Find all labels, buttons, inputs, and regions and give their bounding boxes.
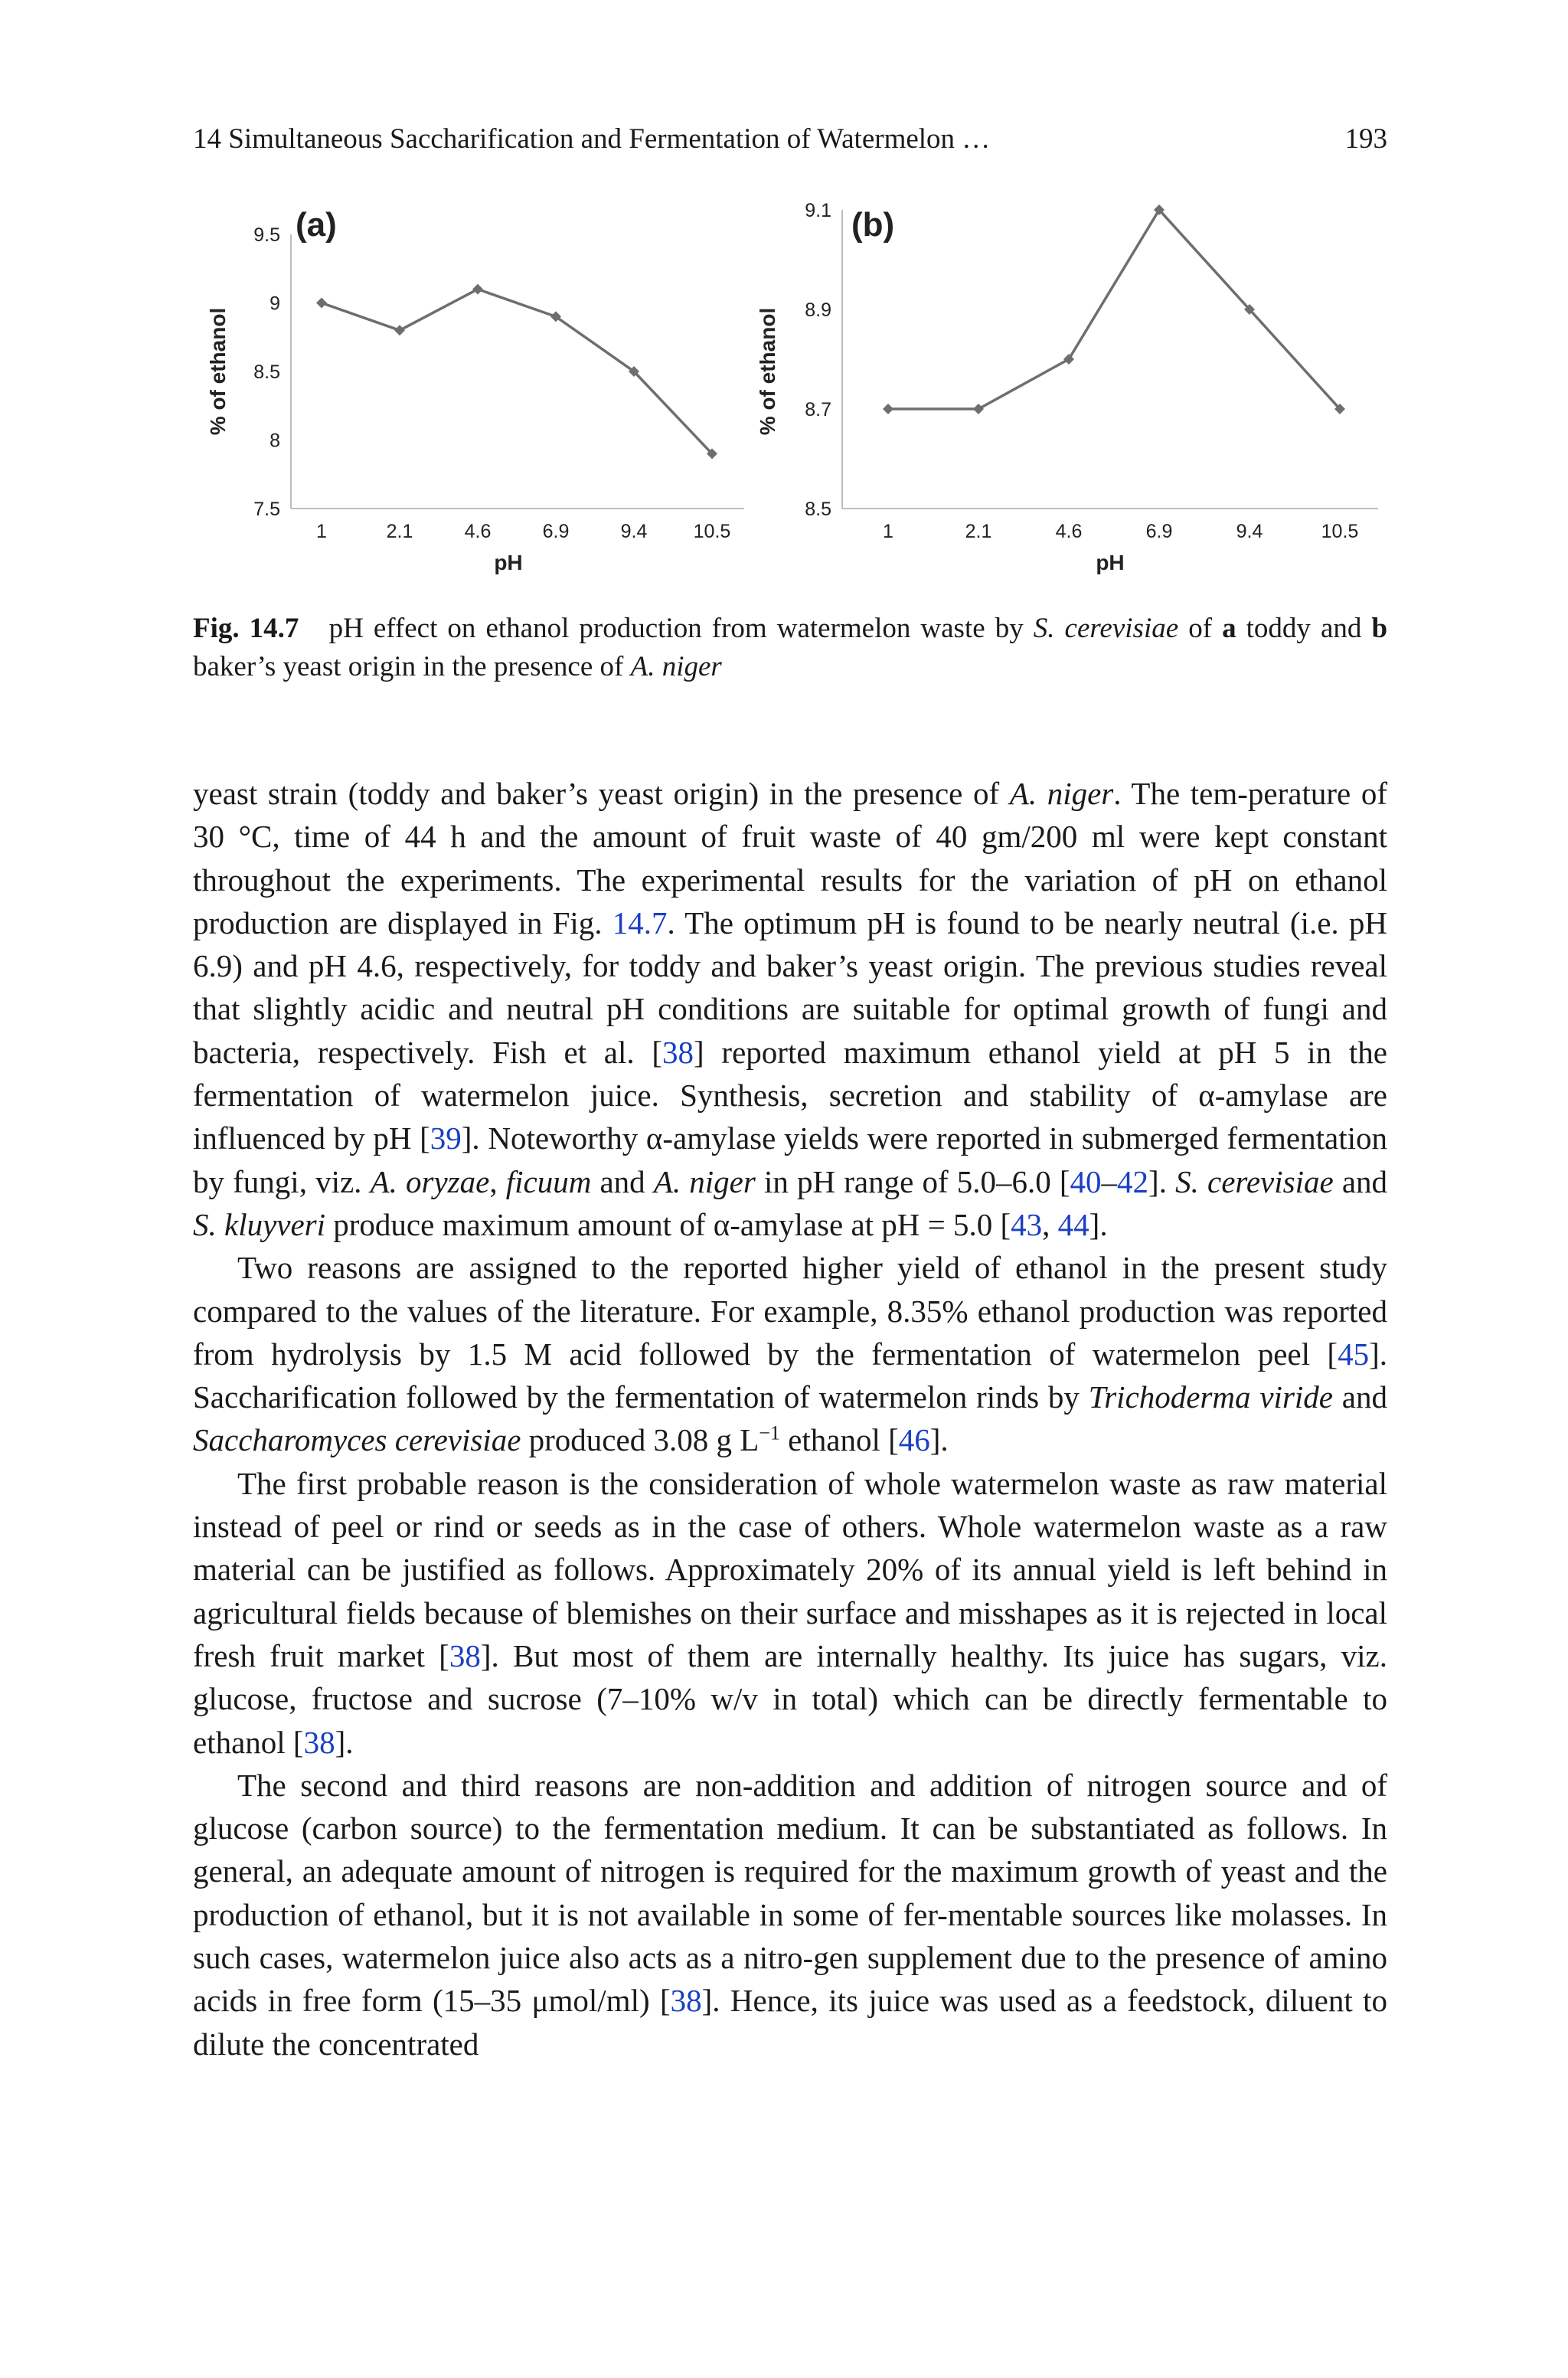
data-point-marker: [973, 404, 984, 414]
x-tick-label: 1: [883, 521, 893, 542]
x-tick-label: 6.9: [1145, 521, 1173, 542]
x-tick-label: 2.1: [386, 521, 413, 542]
data-point-marker: [883, 404, 893, 414]
y-tick-label: 8.9: [805, 299, 831, 321]
caption-species: A. niger: [630, 651, 722, 682]
series-line: [322, 289, 712, 454]
x-tick-label: 9.4: [620, 521, 648, 542]
citation-link[interactable]: 38: [670, 1983, 702, 2019]
x-tick-label: 4.6: [1055, 521, 1083, 542]
citation-link[interactable]: 42: [1117, 1163, 1149, 1199]
figure-link[interactable]: 14.7: [612, 904, 668, 940]
y-tick-label: 8: [270, 430, 280, 452]
citation-link[interactable]: 38: [449, 1637, 481, 1673]
x-tick-label: 10.5: [693, 521, 731, 542]
x-tick-label: 10.5: [1321, 521, 1359, 542]
citation-link[interactable]: 43: [1011, 1206, 1043, 1242]
x-tick-label: 1: [316, 521, 327, 542]
data-point-marker: [316, 298, 327, 309]
caption-text: toddy and: [1236, 613, 1372, 644]
y-axis-label: % of ethanol: [206, 307, 230, 436]
x-tick-label: 2.1: [965, 521, 992, 542]
caption-panel-a: a: [1222, 613, 1236, 644]
series-line: [888, 210, 1340, 409]
citation-link[interactable]: 40: [1070, 1163, 1102, 1199]
caption-text: of: [1178, 613, 1223, 644]
caption-species: S. cerevisiae: [1033, 613, 1179, 644]
body-text: [193, 772, 1387, 2066]
chart-b: [756, 200, 1393, 590]
paragraph: yeast strain (toddy and baker’s yeast origin) in the presence of A. niger. The tem-perature of 30 °C, time of 44 h and the amount of fruit waste of 40 gm/200 ml were kept constant throughout the experiments. The experimental results for the variation of pH on ethanol production are displayed in Fig. 14.7. The optimum pH is found to be nearly neutral (i.e. pH 6.9) and pH 4.6, respectively, for toddy and baker’s yeast origin. The previous studies reveal that slightly acidic and neutral pH conditions are suitable for optimal growth of fungi and bacteria, respectively. Fish et al. [38] reported maximum ethanol yield at pH 5 in the fermentation of watermelon juice. Synthesis, secretion and stability of α-amylase are influenced by pH [39]. Noteworthy α-amylase yields were reported in submerged fermentation by fungi, viz. A. oryzae, ficuum and A. niger in pH range of 5.0–6.0 [40–42]. S. cerevisiae and S. kluyveri produce maximum amount of α-amylase at pH = 5.0 [43, 44].: [193, 776, 1388, 1242]
caption-text: baker’s yeast origin in the presence of: [193, 651, 631, 682]
paragraph: The second and third reasons are non-addition and addition of nitrogen source and of glucose (carbon source) to the fermentation medium. It can be substantiated as follows. In general, an adequate amount of nitrogen is required for the maximum growth of yeast and the production of ethanol, but it is not available in some of fer-mentable sources like molasses. In such cases, watermelon juice also acts as a nitro-gen supplement due to the presence of amino acids in free form (15–35 μmol/ml) [38]. Hence, its juice was used as a feedstock, diluent to dilute the concentrated: [193, 1767, 1387, 2062]
figure-caption: [193, 610, 1387, 686]
running-title: 14 Simultaneous Saccharification and Fermentation of Watermelon …: [193, 123, 991, 155]
citation-link[interactable]: 44: [1057, 1206, 1089, 1242]
citation-link[interactable]: 45: [1338, 1336, 1370, 1372]
page-number: 193: [1344, 123, 1387, 155]
x-tick-label: 4.6: [464, 521, 492, 542]
x-axis-label: pH: [1096, 551, 1125, 574]
paragraph: Two reasons are assigned to the reported higher yield of ethanol in the present study compared to the values of the literature. For example, 8.35% ethanol production was reported from hydrolysis by 1.5 M acid followed by the fermentation of watermelon peel [45]. Saccharification followed by the fermentation of watermelon rinds by Trichoderma viride and Saccharomyces cerevisiae produced 3.08 g $L^{-1}$ ethanol [46].: [193, 1250, 1387, 1458]
x-axis-label: pH: [494, 551, 523, 574]
citation-link[interactable]: 46: [898, 1422, 930, 1458]
caption-text: pH effect on ethanol production from watermelon waste by: [328, 613, 1034, 644]
y-tick-label: 8.5: [253, 361, 280, 383]
y-axis-label: % of ethanol: [756, 307, 779, 436]
y-tick-label: 7.5: [253, 499, 280, 520]
y-tick-label: 8.5: [805, 499, 831, 520]
y-tick-label: 9.5: [253, 224, 280, 246]
y-tick-label: 9: [270, 293, 280, 315]
citation-link[interactable]: 38: [662, 1034, 694, 1070]
x-tick-label: 9.4: [1236, 521, 1263, 542]
panel-label-a: (a): [296, 206, 337, 244]
running-header: [193, 123, 1387, 159]
chart-a: [191, 207, 758, 590]
data-point-marker: [472, 284, 483, 295]
caption-panel-b: b: [1371, 613, 1388, 644]
data-point-marker: [394, 325, 405, 335]
panel-label-b: (b): [851, 206, 895, 244]
paragraph: The first probable reason is the consideration of whole watermelon waste as raw material instead of peel or rind or seeds as in the case of others. Whole watermelon waste as a raw material can be justified as follows. Approximately 20% of its annual yield is left behind in agricultural fields because of blemishes on their surface and misshapes as it is rejected in local fresh fruit market [38]. But most of them are internally healthy. Its juice has sugars, viz. glucose, fructose and sucrose (7–10% w/v in total) which can be directly fermentable to ethanol [38].: [193, 1465, 1387, 1760]
figure-label: Fig. 14.7: [193, 613, 299, 644]
y-tick-label: 8.7: [805, 399, 831, 420]
x-tick-label: 6.9: [542, 521, 570, 542]
citation-link[interactable]: 39: [430, 1120, 462, 1156]
y-tick-label: 9.1: [805, 200, 831, 221]
citation-link[interactable]: 38: [303, 1724, 335, 1760]
